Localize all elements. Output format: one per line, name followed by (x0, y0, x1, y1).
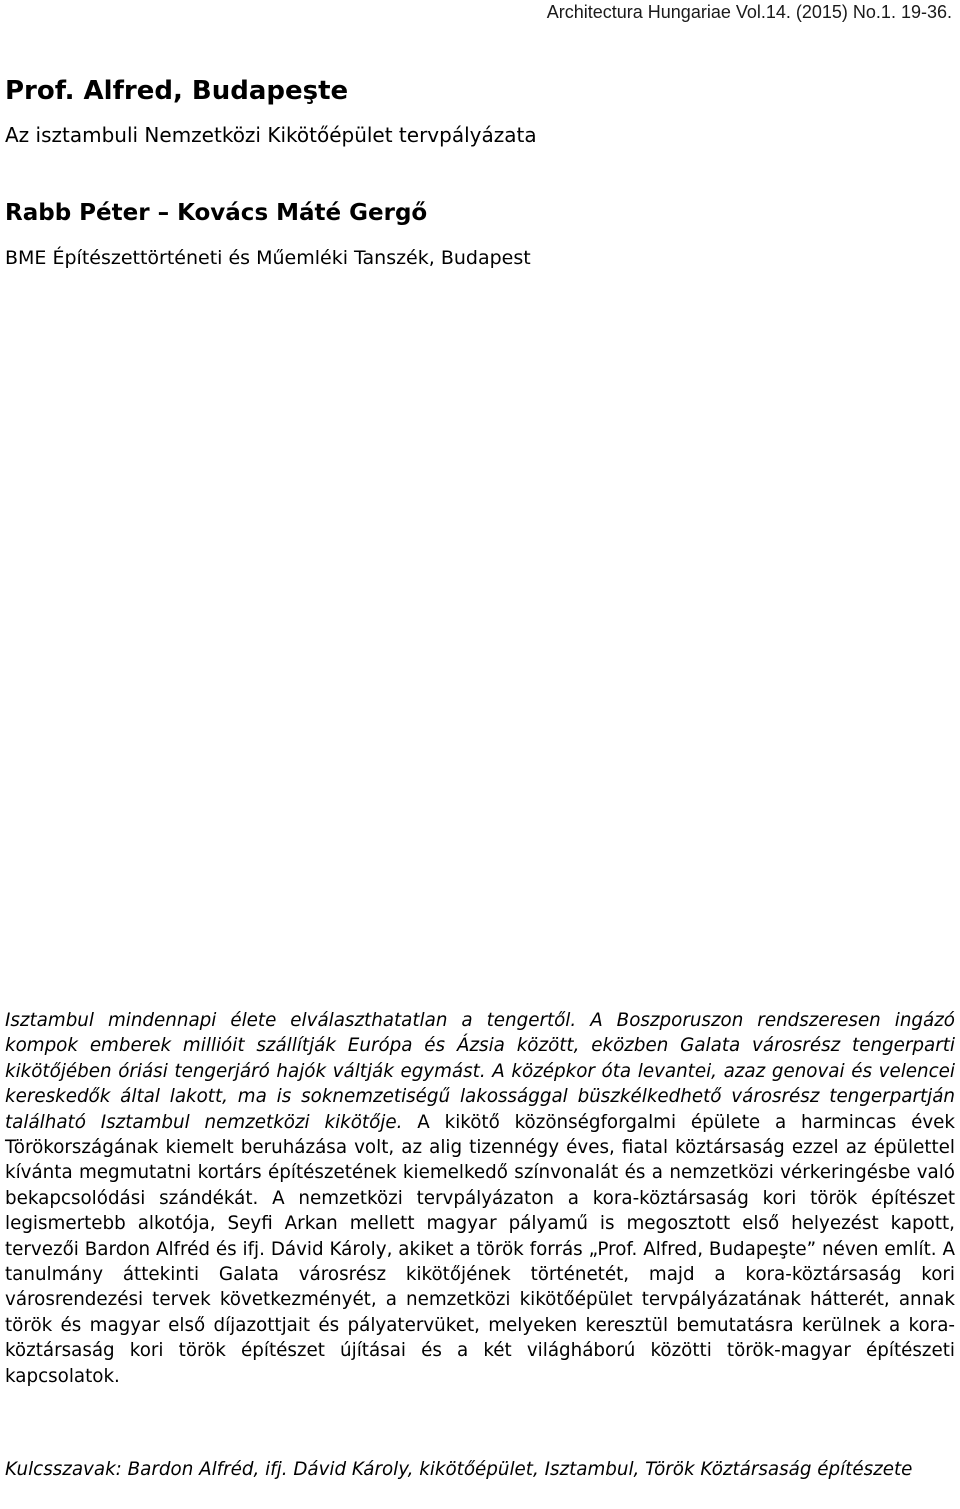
abstract-regular-part: A kikötő közönségforgalmi épülete a harmincas évek Törökországának kiemelt beruházása volt, az alig tizennégy éves, fiatal köztársaság ezzel az épülettel kívánta megmutatni kortárs építészetének kiemelkedő színvonalát és a nemzetközi vérkeringésbe való bekapcsolódási szándékát. A nemzetközi tervpályázaton a kora-köztársaság kori török építészet legismertebb alkotója, Seyfi Arkan mellett magyar pályamű is megosztott első helyezést kapott, tervezői Bardon Alfréd és ifj. Dávid Károly, akiket a török forrás „Prof. Alfred, Budapeşte” néven említ. A tanulmány áttekinti Galata városrész kikötőjének történetét, majd a kora-köztársaság kori városrendezési tervek következményét, a nemzetközi kikötőépület tervpályázatának hátterét, annak török és magyar első díjazottjait és pályatervüket, melyeken keresztül bemutatásra kerülnek a kora-köztársaság kori török építészet újításai és a két világháború közötti török-magyar építészeti kapcsolatok. (5, 1111, 955, 1387)
keywords: Kulcsszavak: Bardon Alfréd, ifj. Dávid Károly, kikötőépület, Isztambul, Török Köztársaság építészete (5, 1459, 913, 1480)
author-affiliation: BME Építészettörténeti és Műemléki Tanszék, Budapest (5, 247, 531, 269)
abstract (5, 1008, 955, 1389)
journal-reference: Architectura Hungariae Vol.14. (2015) No.1. 19-36. (546, 2, 952, 22)
article-title: Prof. Alfred, Budapeşte (5, 76, 349, 106)
abstract-italic-part: Isztambul mindennapi élete elválaszthatatlan a tengertől. A Boszporuszon rendszeresen ingázó kompok emberek millióit szállítják Európa és Ázsia között, eközben Galata városrész tengerparti kikötőjében óriási tengerjáró hajók váltják egymást. A középkor óta levantei, azaz genovai és velencei kereskedők által lakott, ma is soknemzetiségű lakossággal büszkélkedhető városrész tengerpartján található Isztambul nemzetközi kikötője. (5, 1010, 955, 1133)
article-authors: Rabb Péter – Kovács Máté Gergő (5, 200, 428, 226)
article-subtitle: Az isztambuli Nemzetközi Kikötőépület tervpályázata (5, 123, 537, 147)
